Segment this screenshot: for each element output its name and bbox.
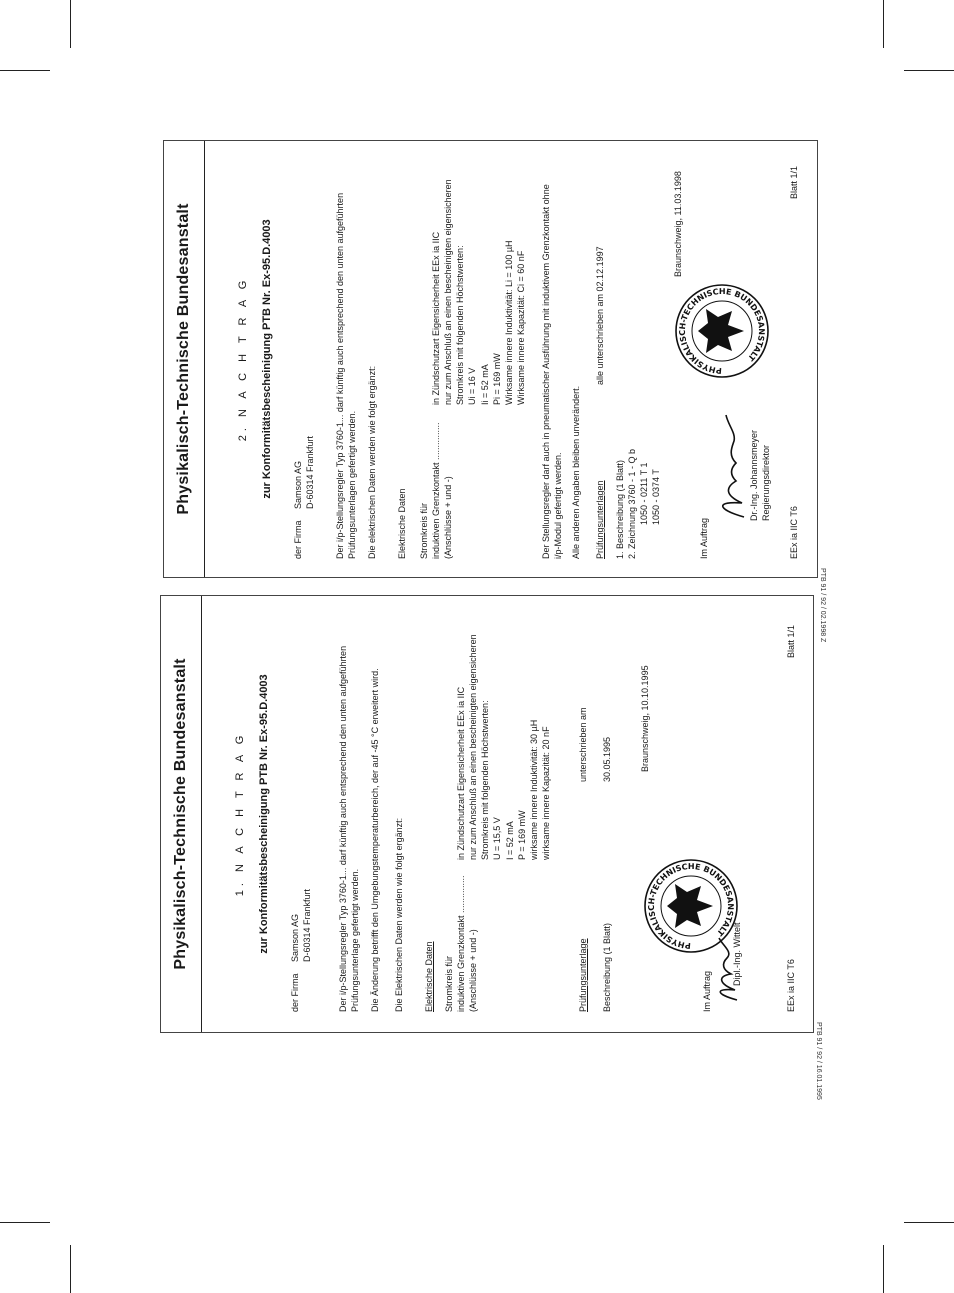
side-code: PTB 91 / 92 / 16.01.1995 [815, 1022, 822, 1100]
signer-block [748, 430, 772, 521]
electrical-data-heading: Elektrische Daten [424, 941, 434, 1012]
supplement-title: 2. N A C H T R A G [237, 276, 249, 442]
circuit-label-line-1: Stromkreis für [419, 502, 429, 559]
firma-city: D-60314 Frankfurt [302, 888, 312, 962]
paragraph-1 [337, 646, 361, 1012]
paragraph-1 [334, 193, 358, 559]
firma-label: der Firma [290, 973, 300, 1012]
signer-name: Dipl.-Ing. Wittelt [732, 922, 742, 986]
side-code: PTB 91 / 92 / 02.1998 Z [819, 568, 826, 643]
footer-marking: EEx ia IIC T6 [786, 959, 796, 1012]
supplement-title: 1. N A C H T R A G [234, 731, 246, 897]
circuit-connection: nur zum Anschluß an einen bescheinigten eigensicheren [468, 634, 479, 860]
certificate-title: zur Konformitätsbescheinigung PTB Nr. Ex-95.D.4003 [258, 674, 270, 954]
official-seal [674, 283, 770, 379]
test-document-item-1: 1. Beschreibung (1 Blatt) [615, 459, 625, 559]
circuit-label [443, 875, 479, 1012]
paragraph-3: Die Elektrischen Daten werden wie folgt ergänzt: [394, 817, 404, 1012]
circuit-max-values: Stromkreis mit folgenden Höchstwerten: [455, 245, 466, 405]
paragraph-1-line-2: Prüfungsunterlagen gefertigt werden. [347, 410, 358, 559]
header-title: Physikalisch-Technische Bundesanstalt [164, 141, 205, 577]
value-capacitance: wirksame innere Kapazität: 20 nF [540, 726, 551, 860]
test-document-item-2: 2. Zeichnung 3760 - 1 - Q b [627, 448, 638, 559]
document-1-content [161, 596, 813, 1032]
place-date: Braunschweig, 11.03.1998 [673, 171, 683, 277]
test-documents-heading: Prüfungsunterlagen [595, 480, 605, 559]
value-capacitance: Wirksame innere Kapazität: Ci = 60 nF [515, 250, 526, 405]
firma-label: der Firma [293, 520, 303, 559]
crop-mark [883, 0, 884, 48]
im-auftrag-label: Im Auftrag [702, 970, 712, 1012]
svg-text:PHYSIKALISCH-TECHNISCHE BUNDES: PHYSIKALISCH-TECHNISCHE BUNDESANSTALT [646, 861, 736, 951]
paragraph-1-line-1: Der i/p-Stellungsregler Typ 3760-1... darf künftig auch entsprechend den unten aufgeführten [335, 192, 345, 559]
paragraph-4-line-1: Der Stellungsregler darf auch in pneumatischer Ausführung mit induktivem Grenzkontakt ohne [541, 184, 551, 559]
test-documents-heading: Prüfungsunterlage [578, 938, 588, 1012]
value-current: I = 52 mA [504, 821, 515, 860]
crop-mark [70, 1245, 71, 1293]
circuit-label-line-2: induktiven Grenzkontakt ............... [431, 422, 442, 559]
crop-mark [904, 70, 954, 71]
circuit-label-line-3: (Anschlüsse + und -) [468, 929, 479, 1012]
firma-city: D-60314 Frankfurt [305, 435, 315, 509]
test-document-list [614, 449, 663, 559]
place-date: Braunschweig, 10.10.1995 [640, 665, 650, 772]
crop-mark [0, 70, 50, 71]
signer-title: Regierungsdirektor [761, 444, 772, 521]
circuit-label-line-1: Stromkreis für [444, 955, 454, 1012]
circuit-label-line-2: induktiven Grenzkontakt ............... [456, 875, 467, 1012]
value-inductance: Wirksame innere Induktivität: Li = 100 µH [503, 240, 514, 405]
firma-name: Samson AG [290, 913, 300, 962]
crop-mark [883, 1245, 884, 1293]
paragraph-1-line-1: Der i/p-Stellungsregler Typ 3760-1... darf künftig auch entsprechend den unten aufgeführten [338, 645, 348, 1012]
circuit-values [430, 179, 527, 405]
crop-mark [904, 1222, 954, 1223]
firma-name: Samson AG [293, 460, 303, 509]
footer-marking: EEx ia IIC T6 [789, 506, 799, 559]
paragraph-5: Alle anderen Angaben bleiben unverändert. [571, 385, 581, 559]
value-voltage: Ui = 16 V [467, 367, 478, 405]
paragraph-1-line-2: Prüfungsunterlage gefertigt werden. [350, 868, 361, 1012]
circuit-protection: in Zündschutzart Eigensicherheit EEx ia IIC [456, 686, 466, 860]
test-document-date: 30.05.1995 [602, 736, 612, 782]
crop-mark [0, 1222, 50, 1223]
im-auftrag-label: Im Auftrag [699, 517, 709, 559]
circuit-max-values: Stromkreis mit folgenden Höchstwerten: [480, 700, 491, 860]
paragraph-4-line-2: i/p-Modul gefertigt werden. [553, 452, 564, 559]
electrical-data-heading: Elektrische Daten [397, 488, 407, 559]
svg-text:PHYSIKALISCH-TECHNISCHE BUNDES: PHYSIKALISCH-TECHNISCHE BUNDESANSTALT [677, 286, 767, 376]
page-number: Blatt 1/1 [789, 165, 799, 199]
circuit-connection: nur zum Anschluß an einen bescheinigten eigensicheren [443, 179, 454, 405]
paragraph-2: Die elektrischen Daten werden wie folgt ergänzt: [367, 365, 377, 559]
value-voltage: U = 15,5 V [492, 817, 503, 860]
test-document-item-4: 1050 - 0374 T [651, 469, 662, 525]
circuit-label [418, 422, 454, 559]
value-power: Pi = 169 mW [491, 353, 502, 405]
test-document-item-3: 1050 - 0211 T 1 [639, 462, 650, 525]
value-power: P = 169 mW [516, 810, 527, 860]
signed-on-label: unterschrieben am [578, 707, 588, 782]
document-2-content [164, 141, 817, 577]
signer-name: Dr.-Ing. Johannsmeyer [749, 429, 759, 521]
paragraph-4 [540, 184, 564, 559]
circuit-protection: in Zündschutzart Eigensicherheit EEx ia IIC [431, 231, 441, 405]
circuit-values [455, 634, 552, 860]
circuit-label-line-3: (Anschlüsse + und -) [443, 476, 454, 559]
certificate-title: zur Konformitätsbescheinigung PTB Nr. Ex-95.D.4003 [261, 219, 273, 499]
document-2 [163, 140, 818, 578]
test-document-item: Beschreibung (1 Blatt) [602, 922, 612, 1012]
value-inductance: wirksame innere Induktivität: 30 µH [528, 719, 539, 860]
document-1 [160, 595, 814, 1033]
paragraph-2: Die Änderung betrifft den Umgebungstemperaturbereich, der auf -45 °C erweitert wird. [370, 668, 380, 1012]
page-number: Blatt 1/1 [786, 624, 796, 658]
crop-mark [70, 0, 71, 48]
header-title: Physikalisch-Technische Bundesanstalt [161, 596, 202, 1032]
signed-on-label: alle unterschrieben am 02.12.1997 [595, 246, 605, 385]
value-current: Ii = 52 mA [479, 364, 490, 405]
